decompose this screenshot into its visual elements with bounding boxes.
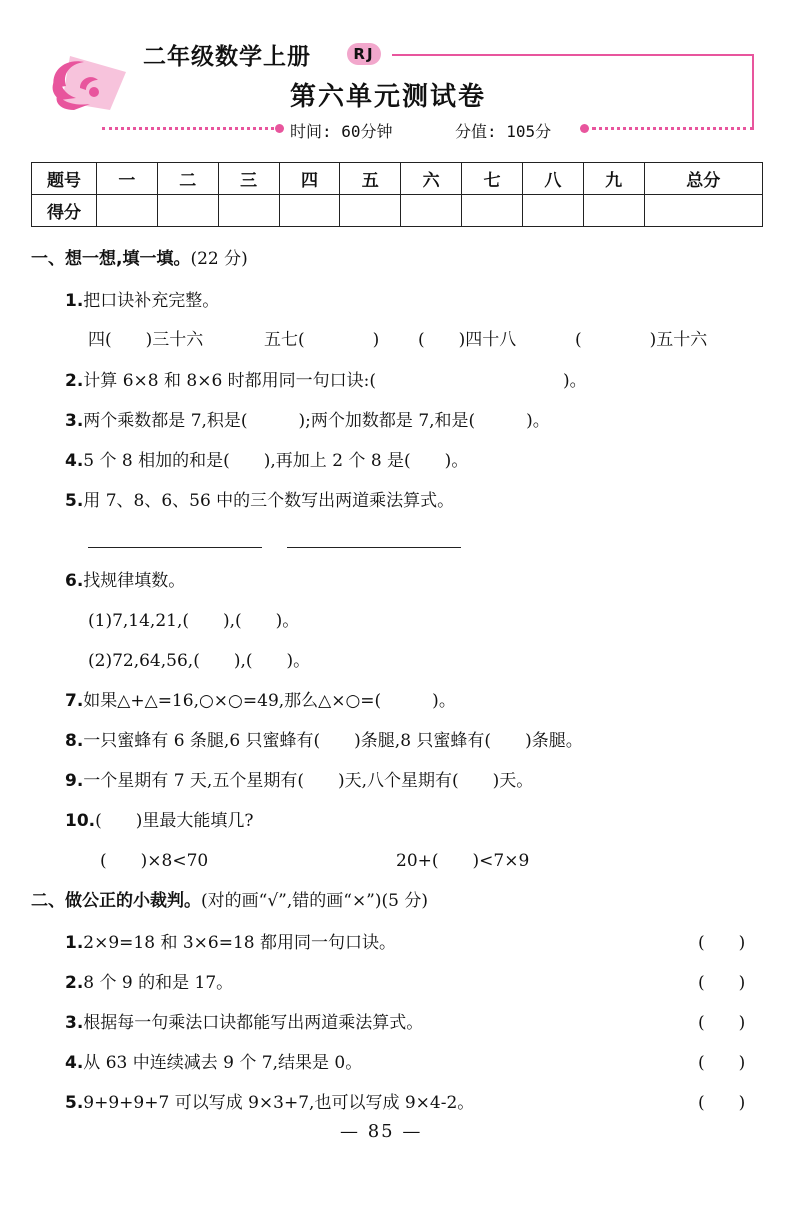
- edition-badge: RJ: [347, 43, 381, 65]
- question-text: ( )里最大能填几?: [95, 811, 254, 831]
- table-header-cell: 六: [401, 163, 462, 195]
- question-number: 8.: [65, 731, 84, 751]
- judge-bracket[interactable]: ( ): [698, 933, 746, 953]
- question-number: 10.: [65, 811, 96, 831]
- judge-bracket[interactable]: ( ): [698, 1093, 746, 1113]
- q6-item-1: (1)7,14,21,( ),( )。: [88, 611, 300, 631]
- section2-title: [31, 886, 428, 911]
- section2-heading: 二、做公正的小裁判。: [31, 891, 201, 911]
- question-number: 4.: [65, 451, 84, 471]
- score-cell[interactable]: [157, 195, 218, 227]
- question-7: [65, 686, 456, 711]
- question-9: [65, 766, 533, 791]
- question-4: [65, 446, 468, 471]
- question-8: [65, 726, 583, 751]
- header-dot-left: [275, 124, 284, 133]
- question-text: 从 63 中连续减去 9 个 7,结果是 0。: [83, 1053, 363, 1073]
- question-5: [65, 486, 454, 511]
- question-10: [65, 806, 254, 831]
- question-number: 5.: [65, 491, 84, 511]
- judge-bracket[interactable]: ( ): [698, 1053, 746, 1073]
- question-text: 用 7、8、6、56 中的三个数写出两道乘法算式。: [83, 491, 455, 511]
- question-text: 找规律填数。: [83, 571, 186, 591]
- question-number: 4.: [65, 1053, 84, 1073]
- score-cell[interactable]: [340, 195, 401, 227]
- page-number: — 85 —: [340, 1121, 423, 1142]
- q1-item-3: ( )四十八: [418, 330, 517, 350]
- section2-note: (对的画“√”,错的画“×”)(5 分): [201, 891, 428, 911]
- question-6: [65, 566, 185, 591]
- q1-item-1: 四( )三十六: [88, 330, 204, 350]
- score-cell[interactable]: [218, 195, 279, 227]
- question-number: 7.: [65, 691, 84, 711]
- judge-item-5: [65, 1088, 474, 1113]
- header-dots-left: [102, 127, 274, 130]
- grade-title: 二年级数学上册: [143, 44, 311, 70]
- header-dots-right: [592, 127, 754, 130]
- q10-item-1: ( )×8<70: [100, 851, 209, 871]
- table-header-cell: 七: [462, 163, 523, 195]
- question-text: 一只蜜蜂有 6 条腿,6 只蜜蜂有( )条腿,8 只蜜蜂有( )条腿。: [83, 731, 583, 751]
- header-dot-right: [580, 124, 589, 133]
- table-row-label: 得分: [32, 195, 97, 227]
- question-number: 6.: [65, 571, 84, 591]
- table-header-cell: 五: [340, 163, 401, 195]
- question-text: 一个星期有 7 天,五个星期有( )天,八个星期有( )天。: [83, 771, 534, 791]
- question-text: 8 个 9 的和是 17。: [83, 973, 234, 993]
- table-header-cell: 总分: [644, 163, 762, 195]
- judge-item-1: [65, 928, 396, 953]
- question-text: 5 个 8 相加的和是( ),再加上 2 个 8 是( )。: [83, 451, 469, 471]
- section1-heading: 一、想一想,填一填。: [31, 249, 191, 269]
- q1-item-4: ( )五十六: [575, 330, 708, 350]
- question-text: 根据每一句乘法口诀都能写出两道乘法算式。: [83, 1013, 424, 1033]
- score-cell[interactable]: [97, 195, 158, 227]
- time-label: 时间: 60分钟: [290, 122, 393, 141]
- score-cell[interactable]: [583, 195, 644, 227]
- answer-line-2[interactable]: [287, 547, 461, 548]
- table-header-cell: 九: [583, 163, 644, 195]
- question-2: [65, 366, 587, 391]
- table-header-cell: 八: [522, 163, 583, 195]
- question-text: 2×9=18 和 3×6=18 都用同一句口诀。: [83, 933, 397, 953]
- swirl-logo-icon: [40, 48, 128, 118]
- question-number: 2.: [65, 973, 84, 993]
- judge-item-3: [65, 1008, 423, 1033]
- section1-points: (22 分): [190, 249, 248, 269]
- table-header-cell: 三: [218, 163, 279, 195]
- question-number: 1.: [65, 291, 84, 311]
- score-cell[interactable]: [522, 195, 583, 227]
- table-header-cell: 四: [279, 163, 340, 195]
- judge-bracket[interactable]: ( ): [698, 973, 746, 993]
- judge-item-4: [65, 1048, 362, 1073]
- question-text: 9+9+9+7 可以写成 9×3+7,也可以写成 9×4-2。: [83, 1093, 475, 1113]
- q10-item-2: 20+( )<7×9: [396, 851, 530, 871]
- table-header-cell: 题号: [32, 163, 97, 195]
- question-number: 2.: [65, 371, 84, 391]
- score-table: [31, 162, 763, 227]
- question-text: 把口诀补充完整。: [83, 291, 220, 311]
- section1-title: [31, 244, 248, 269]
- score-table-header-row: [32, 163, 763, 195]
- question-number: 9.: [65, 771, 84, 791]
- judge-item-2: [65, 968, 233, 993]
- question-number: 5.: [65, 1093, 84, 1113]
- score-cell[interactable]: [644, 195, 762, 227]
- header-right-line: [752, 54, 754, 128]
- question-3: [65, 406, 550, 431]
- q6-item-2: (2)72,64,56,( ),( )。: [88, 651, 311, 671]
- score-table-score-row: [32, 195, 763, 227]
- question-text: 计算 6×8 和 8×6 时都用同一句口诀:( )。: [83, 371, 587, 391]
- score-cell[interactable]: [401, 195, 462, 227]
- judge-bracket[interactable]: ( ): [698, 1013, 746, 1033]
- answer-line-1[interactable]: [88, 547, 262, 548]
- score-cell[interactable]: [462, 195, 523, 227]
- table-header-cell: 一: [97, 163, 158, 195]
- question-number: 3.: [65, 411, 84, 431]
- header-top-line: [392, 54, 754, 56]
- unit-title: 第六单元测试卷: [290, 82, 487, 112]
- question-text: 两个乘数都是 7,积是( );两个加数都是 7,和是( )。: [83, 411, 550, 431]
- question-number: 3.: [65, 1013, 84, 1033]
- question-number: 1.: [65, 933, 84, 953]
- question-text: 如果△+△=16,○×○=49,那么△×○=( )。: [83, 691, 456, 711]
- score-label: 分值: 105分: [455, 122, 552, 141]
- question-1: [65, 286, 219, 311]
- table-header-cell: 二: [157, 163, 218, 195]
- score-cell[interactable]: [279, 195, 340, 227]
- q1-item-2: 五七( ): [264, 330, 380, 350]
